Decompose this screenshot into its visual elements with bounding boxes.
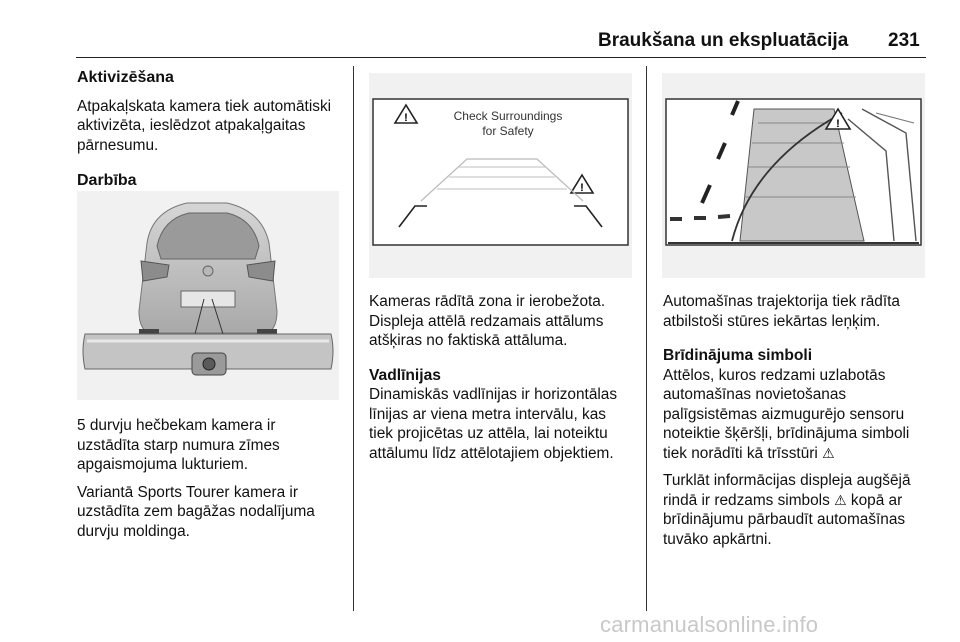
text-line: Variantā Sports Tourer kamera ir [77, 483, 298, 501]
heading-vadlinijas: Vadlīnijas [369, 366, 441, 384]
warning-triangle-icon: ⚠ [834, 491, 847, 508]
figure-camera-display [369, 73, 632, 278]
column-1-lower [77, 416, 347, 541]
display-message-line1: Check Surroundings [453, 109, 563, 123]
text-line: līnijas ar viena metra intervālu, kas [369, 405, 606, 423]
text-fragment: rindā ir redzams simbols [663, 491, 830, 509]
text-line: Kameras rādītā zona ir ierobežota. [369, 293, 606, 310]
text-line: brīdinājumu pārbaudīt automašīnas [663, 511, 906, 528]
text-line: atbilstoši stūres iekārtas leņķim. [663, 312, 881, 330]
display-message-line2: for Safety [482, 124, 534, 138]
watermark-text: carmanualsonline.info [600, 612, 819, 637]
text-line: Dinamiskās vadlīnijas ir horizontālas [369, 386, 618, 403]
text-line: pārnesumu. [77, 136, 159, 154]
text-line: attālumu līdz attēlotajiem objektiem. [369, 444, 614, 462]
text-line: Displeja attēlā redzamais attālums [369, 312, 604, 330]
page-header-title: Braukšana un ekspluatācija [598, 30, 849, 51]
column-divider-2 [646, 66, 647, 611]
column-divider-1 [353, 66, 354, 611]
text-line: uzstādīta starp numura zīmes [77, 436, 280, 454]
svg-text:!: ! [836, 118, 840, 130]
text-line: Attēlos, kuros redzami uzlabotās [663, 366, 886, 384]
text-line [663, 491, 935, 511]
header-rule [76, 57, 926, 58]
text-line: aktivizēta, ieslēdzot atpakaļgaitas [77, 117, 306, 134]
warning-triangle-icon: ⚠ [822, 444, 835, 461]
svg-text:!: ! [404, 112, 408, 124]
column-3 [663, 292, 935, 549]
column-1 [77, 68, 347, 191]
page-number: 231 [888, 30, 920, 51]
figure-car-rear-camera [77, 191, 339, 400]
column-2 [369, 292, 641, 463]
figure-trajectory-display [662, 73, 925, 278]
text-line: Atpakaļskata kamera tiek automātiski [77, 97, 332, 115]
text-line: tuvāko apkārtni. [663, 530, 772, 548]
text-line: Automašīnas trajektorija tiek rādīta [663, 293, 900, 310]
text-line: Turklāt informācijas displeja augšējā [663, 472, 911, 489]
heading-darbiba: Darbība [77, 172, 137, 189]
text-line: automašīnas novietošanas [663, 386, 847, 403]
text-line: 5 durvju hečbekam kamera ir [77, 417, 276, 434]
text-line: atšķiras no faktiskā attāluma. [369, 332, 568, 349]
text-fragment: kopā ar [850, 491, 903, 509]
text-line: apgaismojuma lukturiem. [77, 456, 249, 473]
heading-bridinajuma-simboli: Brīdinājuma simboli [663, 347, 813, 364]
text-line [663, 444, 935, 464]
text-line: noteiktie šķēršļi, brīdinājuma simboli [663, 425, 910, 442]
svg-text:!: ! [580, 182, 584, 194]
text-fragment: tiek norādīti kā trīsstūri [663, 444, 818, 462]
heading-aktivizesana: Aktivizēšana [77, 69, 174, 86]
text-line: tiek projicētas uz attēla, lai noteiktu [369, 425, 608, 442]
text-line: palīgsistēmas aizmugurējo sensoru [663, 405, 905, 423]
text-line: uzstādīta zem bagāžas nodalījuma [77, 503, 315, 520]
text-line: durvju moldinga. [77, 522, 190, 540]
